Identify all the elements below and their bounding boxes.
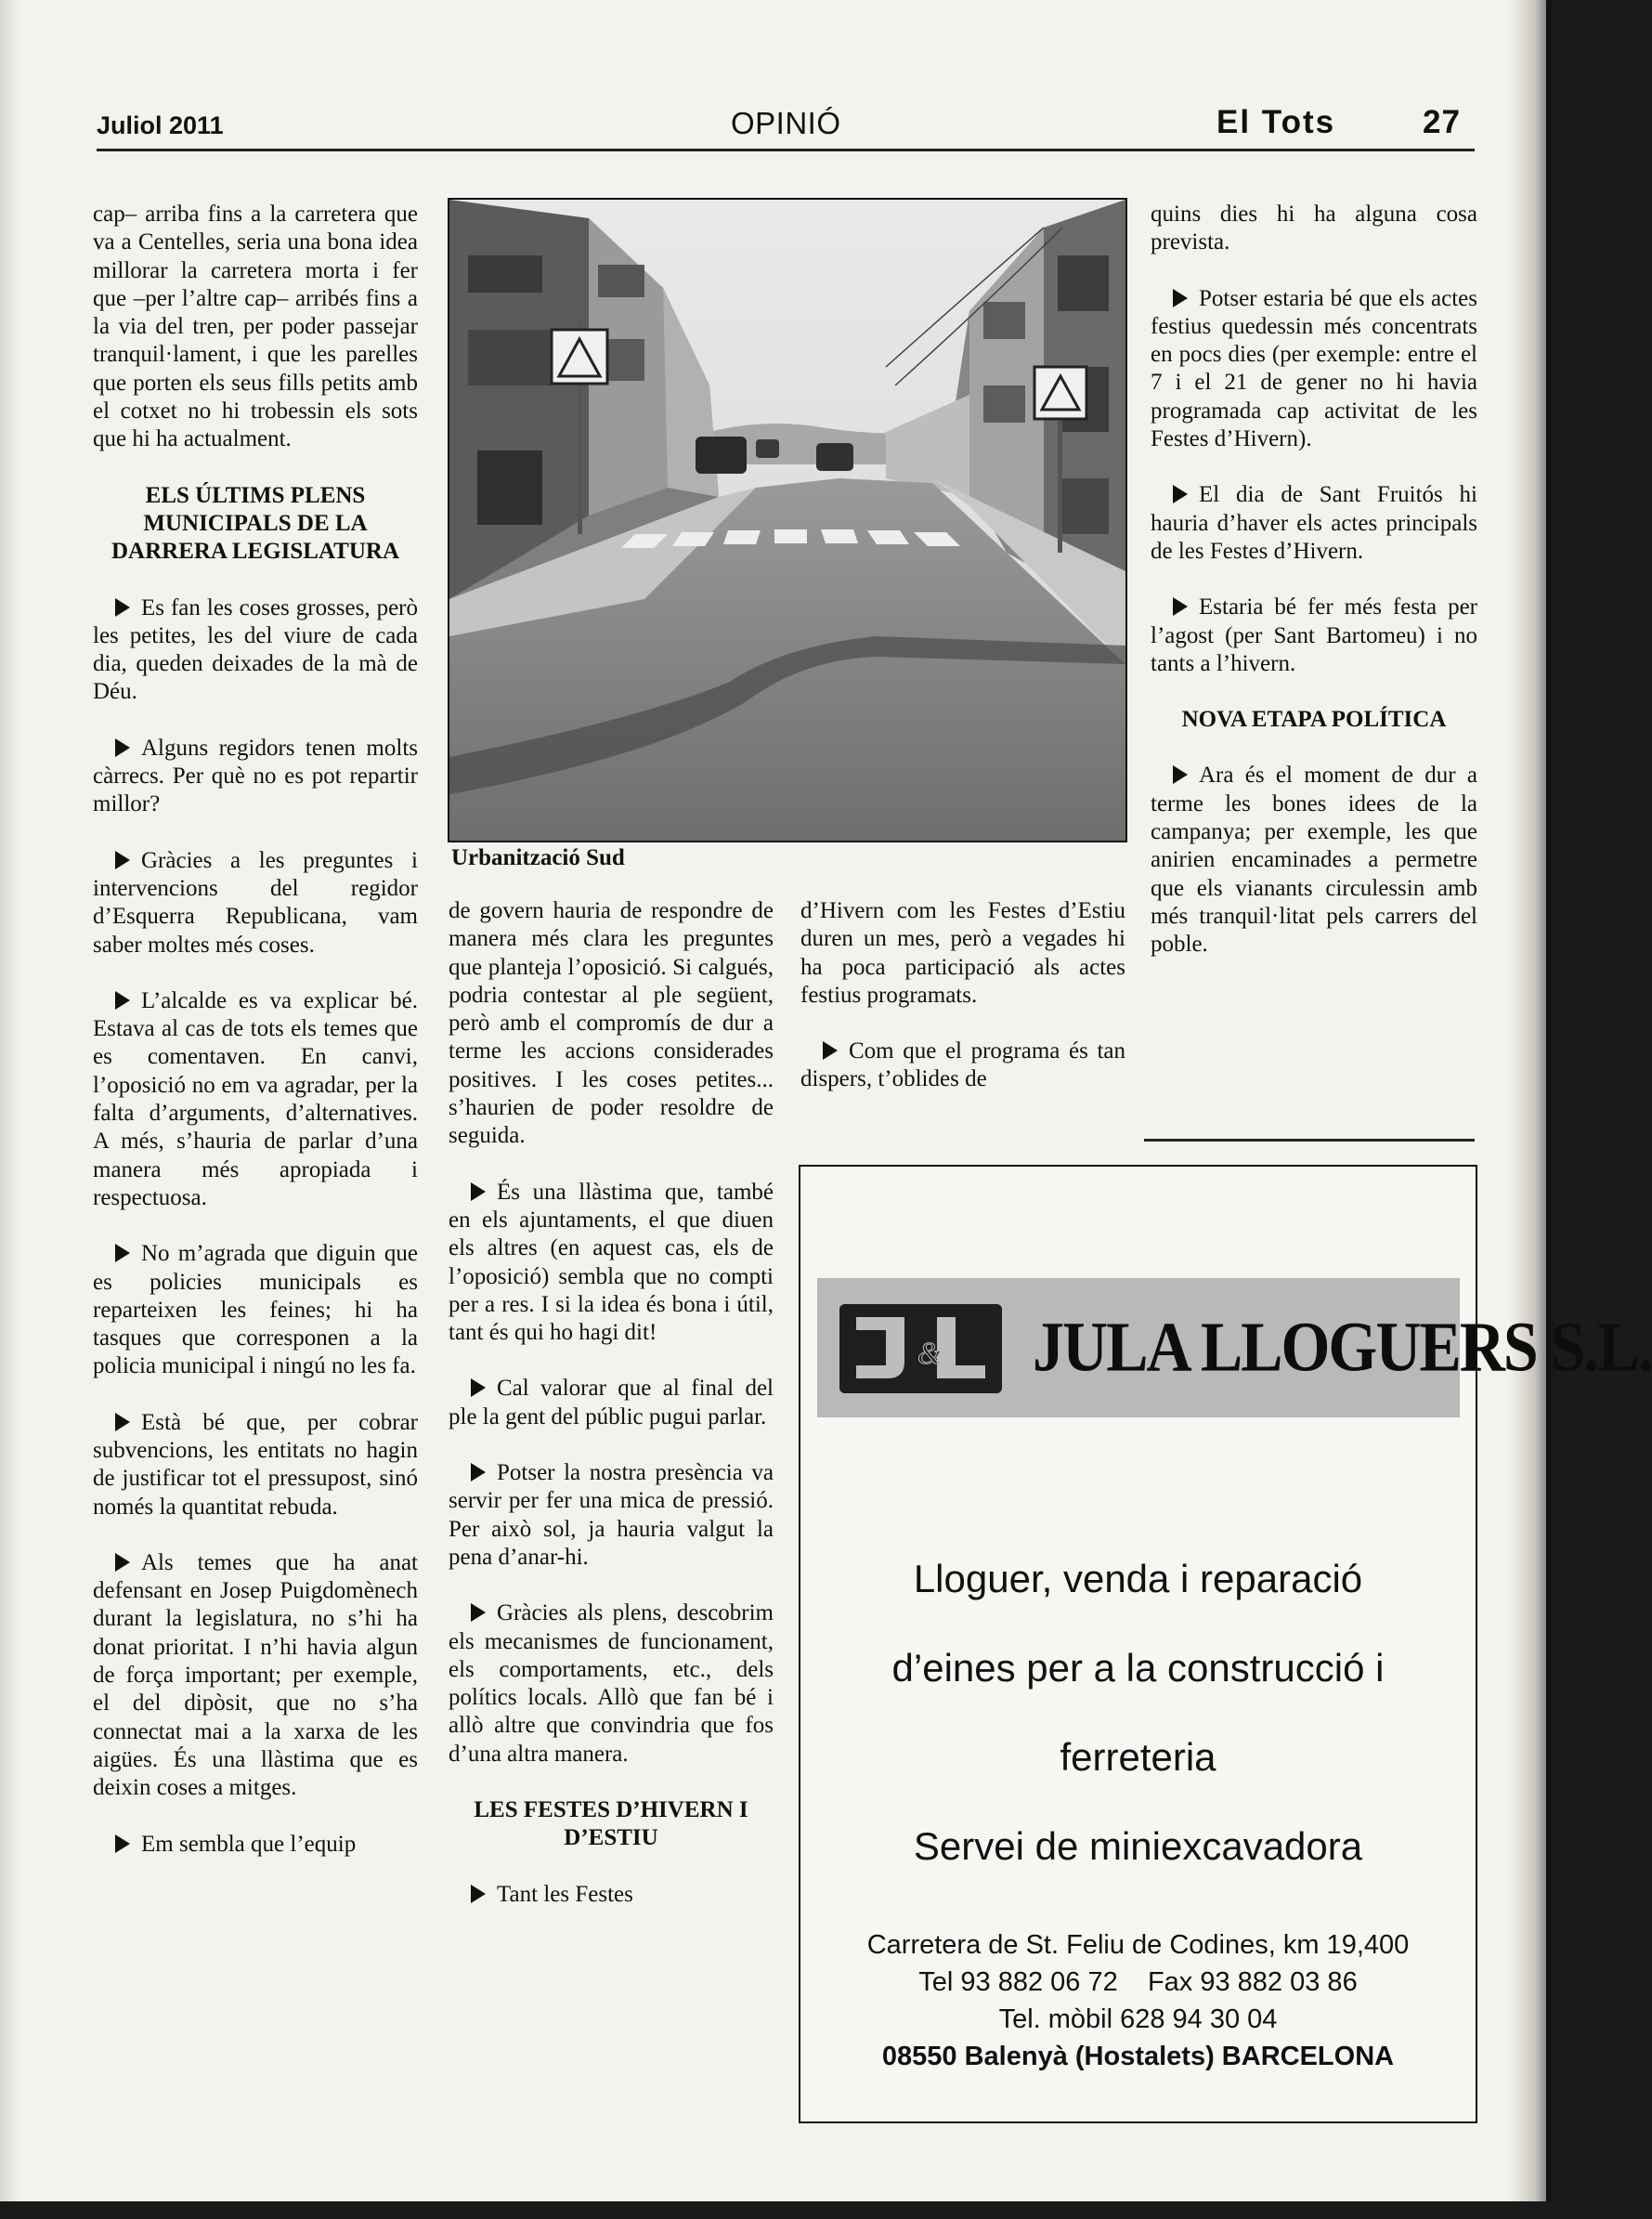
paragraph: quins dies hi ha alguna cosa prevista. <box>1151 202 1477 255</box>
paragraph: de govern hauria de respondre de manera més clara les preguntes que planteja l’oposició. Si calgués, podria contestar al ple següent, però amb el compromís de dur a terme les accions considerades positives. I les coses petites... s’haurien de poder resoldre de seguida. <box>449 898 774 1149</box>
ad-mobile: Tel. mòbil 628 94 30 04 <box>998 2004 1278 2034</box>
bullet-paragraph: L’alcalde es va explicar bé. Estava al cas de tots els temes que es comentaven. En canvi, l’oposició no em va agradar, per la falta d’arguments, d’alternatives. A més, s’hauria de parlar d’una manera més apropiada i respectuosa. <box>93 987 418 1210</box>
bullet-paragraph: Gràcies a les preguntes i intervencions del regidor d’Esquerra Republicana, vam saber moltes més coses. <box>93 847 418 958</box>
section-title: OPINIÓ <box>731 106 841 140</box>
bullet-paragraph: El dia de Sant Fruitós hi hauria d’haver els actes principals de les Festes d’Hivern. <box>1151 482 1477 564</box>
article-column-2 <box>449 897 774 1937</box>
bullet-paragraph: Ara és el moment de dur a terme les bones idees de la campanya; per exemple, les que anirien encaminades a permetre que els vianants circulessin amb més tranquil·litat pels carrers del poble. <box>1151 763 1477 958</box>
bullet-paragraph: Potser estaria bé que els actes festius quedessin més concentrats en pocs dies (per exemple: entre el 7 i el 21 de gener no hi havia programada cap activitat de les Festes d’Hivern). <box>1151 285 1477 452</box>
bullet-paragraph: Es fan les coses grosses, però les petites, les del viure de cada dia, queden deixades de la mà de Déu. <box>93 594 418 705</box>
svg-text:&: & <box>917 1337 943 1371</box>
bullet-triangle-icon <box>471 1378 486 1397</box>
bullet-paragraph: Als temes que ha anat defensant en Josep Puigdomènech durant la legislatura, no s’hi ha donat prioritat. I n’hi havia algun de força important; per exemple, el del dipòsit, que no s’ha connectat mai a la xarxa de les aigües. És una llàstima que es deixin coses a mitges. <box>93 1549 418 1801</box>
ad-service-line-4: Servei de miniexcavadora <box>913 1824 1363 1868</box>
subheading: LES FESTES D’HIVERN I D’ESTIU <box>474 1797 748 1851</box>
scan-border <box>0 2201 1576 2219</box>
bullet-triangle-icon <box>471 1463 486 1482</box>
bullet-paragraph: Com que el programa és tan dispers, t’oblides de <box>800 1038 1125 1092</box>
publication-name: El Tots <box>1216 104 1336 140</box>
paragraph: cap– arriba fins a la carretera que va a Centelles, seria una bona idea millorar la carretera morta i fer que –per l’altre cap– arribés fins a la via del tren, per poder passejar tranquil·lament, i que les parelles que porten els seus fills petits amb el cotxet no hi trobessin els sots que hi ha actualment. <box>93 202 418 452</box>
bullet-triangle-icon <box>115 851 130 869</box>
bullet-triangle-icon <box>115 598 130 617</box>
photo-caption: Urbanització Sud <box>451 845 625 870</box>
street-photo <box>448 198 1127 842</box>
bullet-triangle-icon <box>115 1834 130 1853</box>
bullet-triangle-icon <box>115 738 130 757</box>
ad-service-line-3: ferreteria <box>1060 1735 1216 1779</box>
page-header <box>97 104 1475 150</box>
jula-logo-icon <box>839 1304 1002 1393</box>
bullet-paragraph: Gràcies als plens, descobrim els mecanismes de funcionament, els comportaments, etc., dels polítics locals. Allò que fan bé i allò altre que convindria que fos d’una altra manera. <box>449 1600 774 1767</box>
article-column-1 <box>93 201 418 1886</box>
bullet-paragraph: Està bé que, per cobrar subvencions, les entitats no hagin de justificar tot el pressupost, sinó només la quantitat rebuda. <box>93 1409 418 1520</box>
bullet-paragraph: Tant les Festes <box>449 1881 774 1909</box>
bullet-triangle-icon <box>1173 765 1188 784</box>
column-rule <box>1144 1139 1475 1142</box>
bullet-triangle-icon <box>471 1885 486 1903</box>
page-gutter <box>0 0 20 2201</box>
page-edge-shadow <box>1509 0 1546 2201</box>
ad-phones: Tel 93 882 06 72 Fax 93 882 03 86 <box>918 1967 1358 1997</box>
bullet-triangle-icon <box>823 1041 838 1060</box>
bullet-triangle-icon <box>1173 485 1188 503</box>
subheading: NOVA ETAPA POLÍTICA <box>1181 707 1447 733</box>
bullet-triangle-icon <box>115 1413 130 1431</box>
bullet-paragraph: Potser la nostra presència va servir per fer una mica de pressió. Per això sol, ja hauria valgut la pena d’anar-hi. <box>449 1460 774 1570</box>
bullet-triangle-icon <box>471 1182 486 1201</box>
company-name: JULA LLOGUERS S.L. <box>1033 1307 1652 1387</box>
bullet-paragraph: Estaria bé fer més festa per l’agost (per Sant Bartomeu) i no tants a l’hivern. <box>1151 594 1477 676</box>
ad-address: Carretera de St. Feliu de Codines, km 19,400 <box>866 1930 1410 1960</box>
subheading: ELS ÚLTIMS PLENS MUNICIPALS DE LA DARRERA LEGISLATURA <box>111 482 399 565</box>
advertisement-box <box>799 1165 1652 2123</box>
issue-date: Juliol 2011 <box>97 111 224 139</box>
ad-service-line-1: Lloguer, venda i reparació <box>913 1557 1363 1600</box>
paragraph: d’Hivern com les Festes d’Estiu duren un mes, però a vegades hi ha poca participació als actes festius programats. <box>800 898 1125 1008</box>
bullet-triangle-icon <box>115 991 130 1010</box>
bullet-paragraph: No m’agrada que diguin que es policies municipals es reparteixen les feines; hi ha tasques que corresponen a la policia municipal i ningú no les fa. <box>93 1241 418 1379</box>
street-photo-illustration <box>449 200 1125 841</box>
ad-city: 08550 Balenyà (Hostalets) BARCELONA <box>881 2042 1395 2071</box>
bullet-triangle-icon <box>1173 289 1188 307</box>
bullet-paragraph: Alguns regidors tenen molts càrrecs. Per què no es pot repartir millor? <box>93 735 418 817</box>
ad-service-line-2: d’eines per a la construcció i <box>891 1646 1385 1690</box>
bullet-triangle-icon <box>471 1603 486 1622</box>
bullet-paragraph: Em sembla que l’equip <box>93 1831 418 1859</box>
page-number: 27 <box>1423 104 1461 140</box>
article-column-3 <box>800 897 1125 1122</box>
bullet-paragraph: Cal valorar que al final del ple la gent del públic pugui parlar. <box>449 1376 774 1429</box>
bullet-triangle-icon <box>115 1244 130 1262</box>
article-column-4 <box>1151 201 1477 987</box>
bullet-triangle-icon <box>1173 597 1188 616</box>
bullet-paragraph: És una llàstima que, també en els ajuntaments, el que diuen els altres (en aquest cas, els de l’oposició) sembla que no compti per a res. I si la idea és bona i útil, tant és qui ho hagi dit! <box>449 1179 774 1346</box>
bullet-triangle-icon <box>115 1553 130 1572</box>
ad-banner <box>817 1278 1652 1417</box>
header-rule <box>97 149 1475 151</box>
